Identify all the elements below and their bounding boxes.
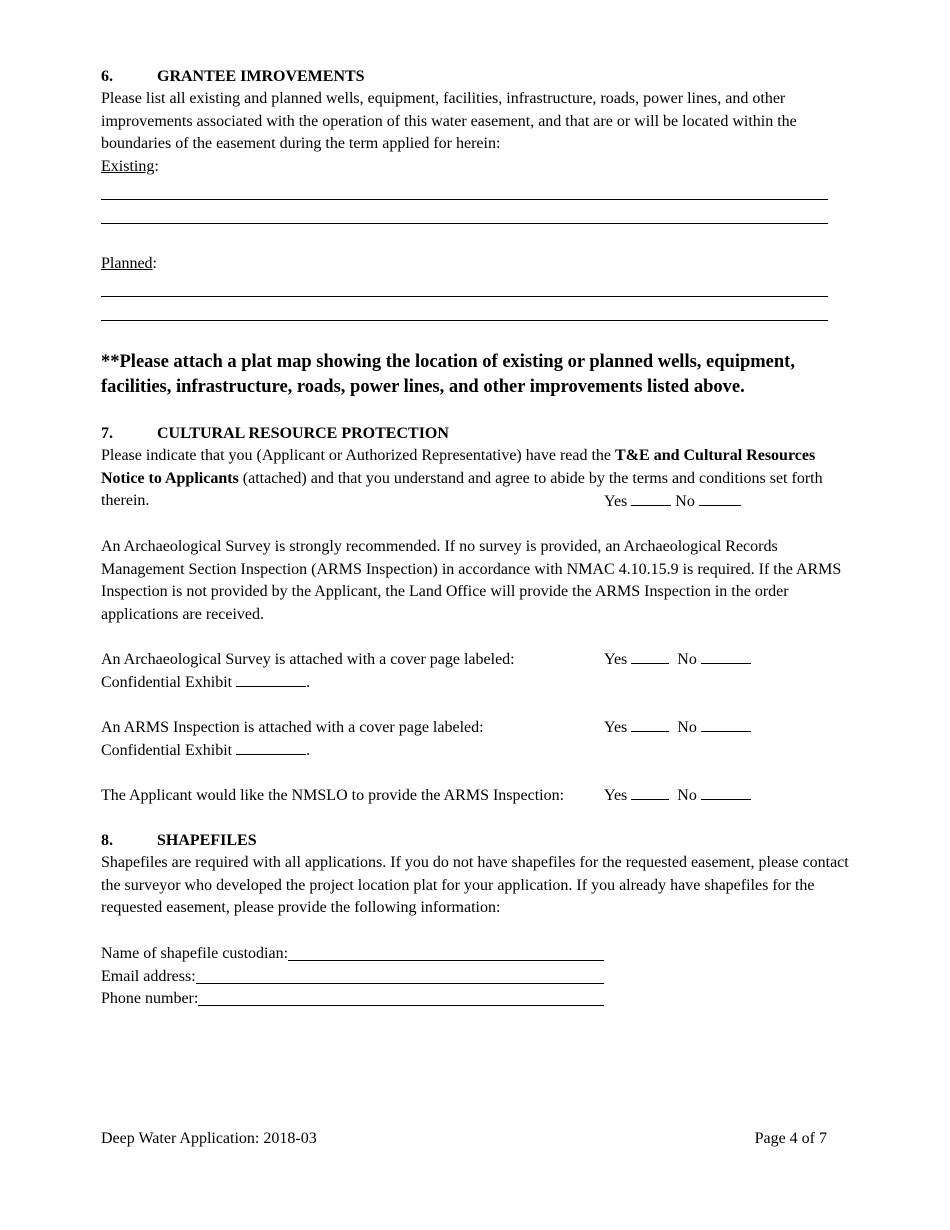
q2-exhibit-blank[interactable] bbox=[236, 740, 306, 755]
ack-yes-no[interactable]: Yes No bbox=[604, 491, 741, 514]
planned-line-2[interactable] bbox=[101, 320, 828, 321]
footer-form-id: Deep Water Application: 2018-03 bbox=[101, 1130, 317, 1147]
q1-yes-no[interactable]: Yes No bbox=[604, 649, 751, 672]
section-title: GRANTEE IMROVEMENTS bbox=[157, 68, 365, 85]
section-number: 6. bbox=[101, 68, 113, 85]
email-input[interactable] bbox=[196, 966, 604, 984]
q1-exhibit: Confidential Exhibit . bbox=[101, 674, 311, 691]
existing-line-2[interactable] bbox=[101, 223, 828, 224]
ack-yes-blank[interactable] bbox=[631, 491, 671, 506]
section-number: 8. bbox=[101, 832, 113, 849]
section-6-intro: Please list all existing and planned wells, equipment, facilities, infrastructure, roads, power lines, and other improvements associated with the operation of this water easement, and that are or will be located within the boundaries of the easement during the term applied for herein: bbox=[101, 90, 797, 152]
section-title: SHAPEFILES bbox=[157, 832, 257, 849]
custodian-field[interactable] bbox=[101, 943, 604, 966]
custodian-label: Name of shapefile custodian: bbox=[101, 945, 289, 962]
q2-no-blank[interactable] bbox=[701, 717, 751, 732]
q2-yes-blank[interactable] bbox=[631, 717, 669, 732]
section-number: 7. bbox=[101, 425, 113, 442]
custodian-input[interactable] bbox=[288, 943, 604, 961]
section-title: CULTURAL RESOURCE PROTECTION bbox=[157, 425, 449, 442]
q1-text: An Archaeological Survey is attached with a cover page labeled: bbox=[101, 651, 515, 668]
plat-map-note: **Please attach a plat map showing the location of existing or planned wells, equipment, facilities, infrastructure, roads, power lines, and other improvements listed above. bbox=[101, 352, 795, 397]
q2-exhibit: Confidential Exhibit . bbox=[101, 742, 311, 759]
q1-yes-blank[interactable] bbox=[631, 649, 669, 664]
planned-line-1[interactable] bbox=[101, 296, 828, 297]
email-field[interactable] bbox=[101, 966, 604, 989]
section-7-para2: An Archaeological Survey is strongly recommended. If no survey is provided, an Archaeological Records Management Section Inspection (ARMS Inspection) in accordance with NMAC 4.10.15.9 is required. If the ARMS Inspection is not provided by the Applicant, the Land Office will provide the ARMS Inspection in the order applications are received. bbox=[101, 538, 842, 623]
section-6-heading bbox=[101, 66, 365, 88]
planned-label: Planned: bbox=[101, 255, 157, 272]
footer-page-number: Page 4 of 7 bbox=[754, 1130, 827, 1147]
section-8-heading bbox=[101, 830, 257, 852]
section-7-para1: Please indicate that you (Applicant or Authorized Representative) have read the T&E and Cultural Resources Notice to Applicants (attached) and that you understand and agree to abide by the terms and conditions set forth therein. bbox=[101, 447, 823, 509]
phone-input[interactable] bbox=[198, 988, 604, 1006]
q2-yes-no[interactable]: Yes No bbox=[604, 717, 751, 740]
existing-line-1[interactable] bbox=[101, 199, 828, 200]
section-7-heading bbox=[101, 423, 449, 445]
email-label: Email address: bbox=[101, 968, 196, 985]
phone-label: Phone number: bbox=[101, 990, 199, 1007]
phone-field[interactable] bbox=[101, 988, 604, 1011]
section-8-intro: Shapefiles are required with all applications. If you do not have shapefiles for the requested easement, please contact the surveyor who developed the project location plat for your application. If you already have shapefiles for the requested easement, please provide the following information: bbox=[101, 854, 849, 916]
q1-exhibit-blank[interactable] bbox=[236, 672, 306, 687]
existing-label: Existing: bbox=[101, 158, 159, 175]
q2-text: An ARMS Inspection is attached with a cover page labeled: bbox=[101, 719, 484, 736]
q1-no-blank[interactable] bbox=[701, 649, 751, 664]
ack-no-blank[interactable] bbox=[699, 491, 741, 506]
q3-text: The Applicant would like the NMSLO to provide the ARMS Inspection: bbox=[101, 787, 565, 804]
q3-yes-no[interactable]: Yes No bbox=[604, 785, 751, 808]
q3-no-blank[interactable] bbox=[701, 785, 751, 800]
q3-yes-blank[interactable] bbox=[631, 785, 669, 800]
